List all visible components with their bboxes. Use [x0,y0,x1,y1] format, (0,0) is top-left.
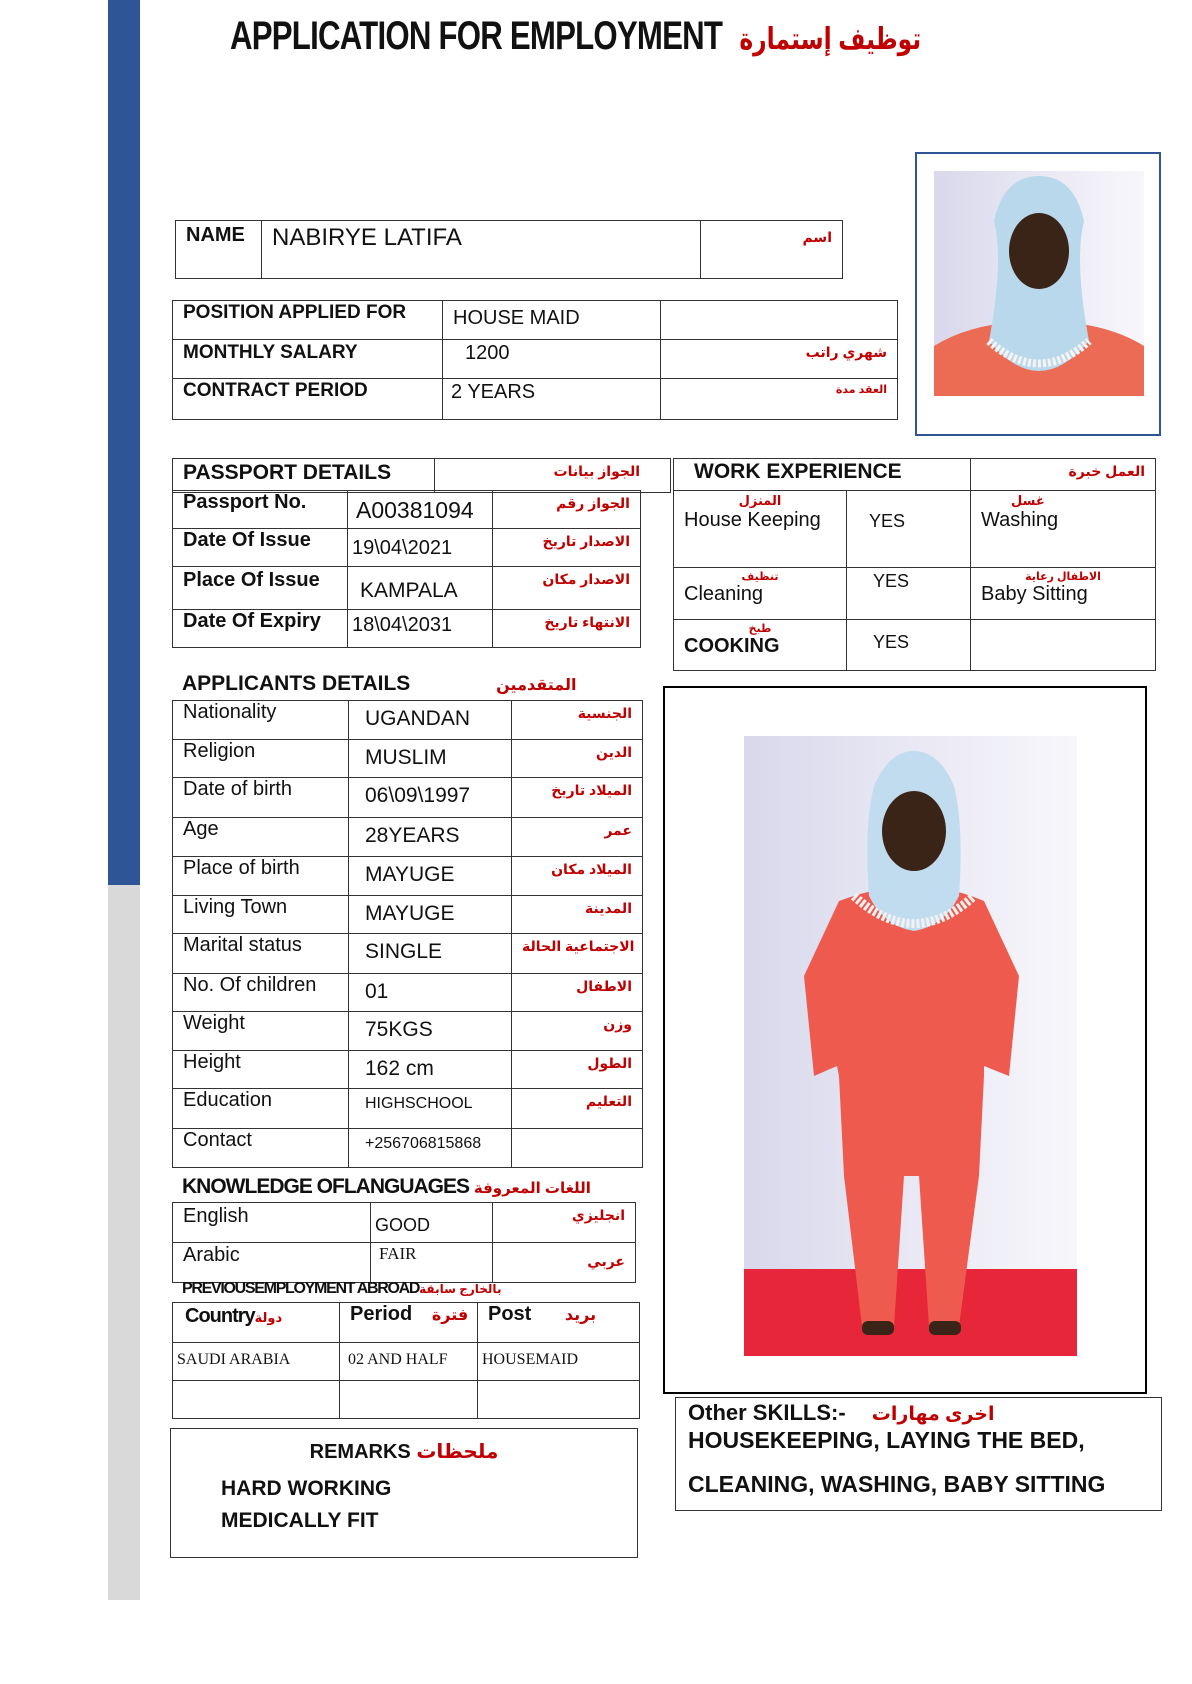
issue-place-arabic: الاصدار مكان [542,571,630,588]
nationality-arabic: الجنسية [577,705,632,721]
nationality-label: Nationality [173,701,349,740]
expiry-date-label: Date Of Expiry [173,609,348,647]
expiry-date-value: 18\04\2031 [348,609,493,647]
cooking-value: YES [847,620,971,671]
issue-date-label: Date Of Issue [173,529,348,567]
prev-country-value: SAUDI ARABIA [173,1343,340,1381]
no-of-children-value: 01 [349,973,512,1011]
no-of-children-label: No. Of children [173,973,349,1011]
marital-status-label: Marital status [173,934,349,973]
language-english-arabic: انجليزي [571,1207,625,1223]
languages-table [172,1202,636,1283]
date-of-birth-arabic: الميلاد تاريخ [551,782,632,799]
prev-period-header-arabic: فترة [431,1307,469,1324]
other-skills-box [675,1397,1162,1511]
work-experience-empty-cell [971,620,1156,671]
prev-country-header-arabic: دولة [254,1310,283,1325]
baby-sitting-arabic: الاطفال رعاية [1025,571,1101,583]
applicant-details-title: APPLICANTS DETAILS [182,672,411,695]
applicant-row [173,778,643,817]
salary-label-arabic: شهري راتب [805,344,887,360]
height-value: 162 cm [349,1051,512,1089]
portrait-photo [934,171,1144,396]
contract-label: CONTRACT PERIOD [173,379,443,420]
marital-status-arabic: الاجتماعية الحالة [522,938,635,955]
issue-place-value: KAMPALA [348,567,493,609]
contract-value: 2 YEARS [443,379,661,420]
prev-country-empty [173,1381,340,1419]
previous-employment-title: PREVIOUSEMPLOYMENT ABROAD [182,1280,420,1297]
contact-value: +256706815868 [349,1128,512,1167]
prev-country-header: Country [185,1305,255,1327]
full-body-photo-frame [663,686,1147,1394]
place-of-birth-arabic: الميلاد مكان [551,860,632,877]
applicant-row [173,701,643,740]
religion-value: MUSLIM [349,740,512,778]
other-skill-line: HOUSEKEEPING, LAYING THE BED, [688,1427,1085,1453]
applicant-row [173,856,643,895]
housekeeping-arabic: المنزل [738,493,782,508]
housekeeping-label: House Keeping [684,509,821,531]
language-english-label: English [173,1203,371,1243]
work-experience-title: WORK EXPERIENCE [674,459,971,491]
prev-post-value: HOUSEMAID [478,1343,640,1381]
languages-heading [182,1175,591,1199]
prev-period-header: Period [350,1303,413,1325]
passport-no-value: A00381094 [348,491,493,529]
height-label: Height [173,1051,349,1089]
page-title [230,14,921,59]
no-of-children-arabic: الاطفال [576,977,632,994]
baby-sitting-label: Baby Sitting [981,583,1088,605]
salary-value: 1200 [443,340,661,379]
weight-arabic: وزن [603,1015,632,1032]
applicant-details-table [172,700,643,1168]
contact-label: Contact [173,1128,349,1167]
other-skills-lines [688,1418,1105,1506]
applicant-row [173,973,643,1011]
name-label-arabic: اسم [802,229,832,245]
prev-period-empty [340,1381,478,1419]
remarks-heading [171,1429,637,1464]
remarks-box [170,1428,638,1558]
salary-label: MONTHLY SALARY [173,340,443,379]
language-arabic-label: Arabic [173,1243,371,1283]
passport-no-label: Passport No. [173,491,348,529]
applicant-row [173,817,643,856]
washing-label: Washing [981,509,1059,531]
date-of-birth-value: 06\09\1997 [349,778,512,817]
applicant-details-title-arabic: المتقدمين [496,677,577,694]
title-arabic: توظيف إستمارة [739,23,922,56]
remarks-lines [221,1473,391,1537]
position-value: HOUSE MAID [443,301,661,340]
issue-date-value: 19\04\2021 [348,529,493,567]
cooking-label: COOKING [684,635,780,657]
remark-line: MEDICALLY FIT [221,1509,379,1532]
languages-title-arabic: اللغات المعروفة [473,1180,591,1197]
language-arabic-arabic: عربي [587,1253,625,1269]
other-skills-title: Other SKILLS:- [688,1400,846,1425]
passport-no-arabic: الجواز رقم [556,495,630,511]
position-table [172,300,898,420]
applicant-row [173,1011,643,1050]
prev-post-header-arabic: بريد [564,1307,597,1324]
applicant-row [173,896,643,934]
languages-title: KNOWLEDGE OFLANGUAGES [182,1175,469,1198]
other-skill-line: CLEANING, WASHING, BABY SITTING [688,1471,1106,1497]
place-of-birth-label: Place of birth [173,856,349,895]
applicant-row [173,1051,643,1089]
remarks-title: REMARKS [309,1441,411,1463]
cleaning-arabic: تنظيف [741,571,779,583]
prev-post-header: Post [488,1303,532,1325]
applicant-row [173,1128,643,1167]
religion-arabic: الدين [596,744,632,761]
issue-date-arabic: الاصدار تاريخ [542,533,630,550]
cooking-arabic: طبخ [748,623,772,635]
title-text: APPLICATION FOR EMPLOYMENT [230,14,723,58]
nationality-value: UGANDAN [349,701,512,740]
religion-label: Religion [173,740,349,778]
work-experience-title-arabic: العمل خبرة [1068,463,1146,479]
name-value: NABIRYE LATIFA [262,221,701,279]
language-arabic-value: FAIR [371,1243,493,1283]
prev-post-empty [478,1381,640,1419]
education-label: Education [173,1089,349,1128]
height-arabic: الطول [587,1055,632,1072]
issue-place-label: Place Of Issue [173,567,348,609]
cleaning-label: Cleaning [684,583,763,605]
passport-title: PASSPORT DETAILS [173,459,435,493]
age-arabic: عمر [604,821,632,838]
passport-table [172,490,641,648]
weight-value: 75KGS [349,1011,512,1050]
previous-employment-heading [182,1280,501,1298]
name-table [175,220,843,279]
education-arabic: التعليم [585,1093,632,1110]
portrait-photo-frame [915,152,1161,436]
marital-status-value: SINGLE [349,934,512,973]
washing-arabic: غسل [1011,493,1045,508]
living-town-value: MAYUGE [349,896,512,934]
remarks-title-arabic: ملحظات [416,1441,499,1463]
sidebar-grey-bar [108,885,140,1600]
education-value: HIGHSCHOOL [349,1089,512,1128]
language-english-value: GOOD [371,1203,493,1243]
housekeeping-value: YES [847,491,971,568]
age-label: Age [173,817,349,856]
passport-title-arabic: الجواز بيانات [553,463,640,479]
sidebar-accent-bar [108,0,140,955]
name-label: NAME [176,221,262,279]
date-of-birth-label: Date of birth [173,778,349,817]
prev-period-value: 02 AND HALF [340,1343,478,1381]
place-of-birth-value: MAYUGE [349,856,512,895]
age-value: 28YEARS [349,817,512,856]
previous-employment-table [172,1302,640,1419]
cleaning-value: YES [847,568,971,620]
other-skills-title-arabic: اخرى مهارات [871,1404,995,1425]
full-body-photo [744,736,1077,1356]
previous-employment-title-arabic: بالخارج سابقة [419,1282,502,1296]
position-label: POSITION APPLIED FOR [173,301,443,340]
applicant-row [173,740,643,778]
weight-label: Weight [173,1011,349,1050]
applicant-details-heading [182,672,576,696]
passport-header [172,458,671,493]
living-town-arabic: المدينة [585,900,632,917]
contract-label-arabic: العقد مدة [835,384,887,396]
work-experience-table [673,458,1156,671]
applicant-row [173,1089,643,1128]
expiry-date-arabic: الانتهاء تاريخ [544,613,630,630]
applicant-row [173,934,643,973]
living-town-label: Living Town [173,896,349,934]
remark-line: HARD WORKING [221,1477,392,1500]
